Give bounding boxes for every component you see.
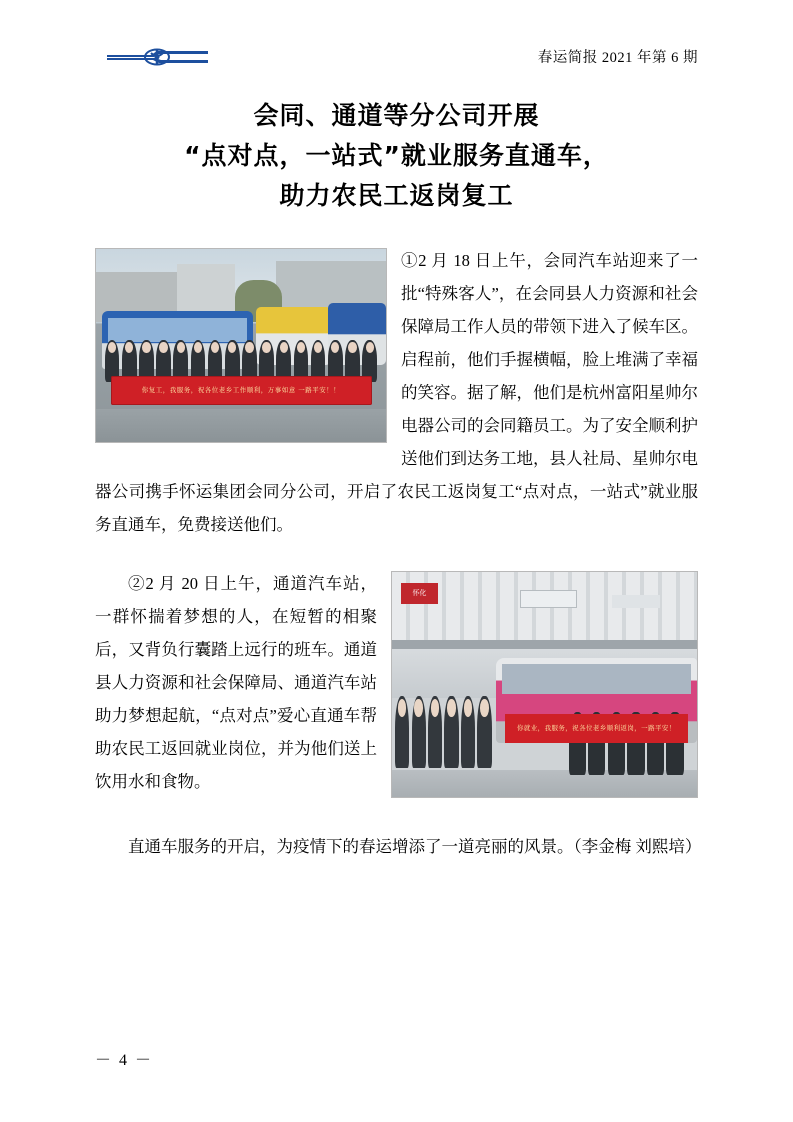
- page-title-line-2: “点对点，一站式”就业服务直通车，: [184, 141, 609, 170]
- paragraph-1: ①2 月 18 日上午，会同汽车站迎来了一批“特殊客人”，在会同县人力资源和社会保障局工作人员的带领下进入了候车区。启程前，他们手握横幅，脸上堆满了幸福的笑容。据了解，他们是杭州富阳星帅尔电器公司的会同籍员工。为了安全顺利护送他们到达务工地，县人社局、星帅尔电器公司携手怀运集团会同分公司，开启了农民工返岗复工“点对点，一站式”就业服务直通车，免费接送他们。: [95, 251, 698, 534]
- photo2-station-sign: 怀化: [401, 583, 438, 603]
- issue-label: 春运简报 2021 年第 6 期: [537, 50, 698, 66]
- page-header: [105, 40, 698, 80]
- page-footer: [95, 1047, 698, 1070]
- railway-emblem-logo: [105, 40, 210, 74]
- paragraph-3: 直通车服务的开启，为疫情下的春运增添了一道亮丽的风景。（李金梅 刘熙培）: [128, 837, 702, 856]
- paragraph-2: ②2 月 20 日上午，通道汽车站，一群怀揣着梦想的人，在短暂的相聚后，又背负行囊踏上远行的班车。通道县人力资源和社会保障局、通道汽车站助力梦想起航，“点对点”爱心直通车帮助农民工返回就业岗位，并为他们送上饮用水和食物。: [95, 574, 377, 791]
- photo-huitong-bus-station: [95, 248, 387, 443]
- page-number: － 4 －: [95, 1052, 154, 1069]
- photo-tongdao-bus-station: [391, 571, 698, 798]
- photo2-banner-text: 你就业，我服务，祝各位老乡顺利返岗，一路平安！: [505, 714, 688, 743]
- photo1-banner-text: 你复工，我服务，祝各位老乡工作顺利，万事如意 一路平安！！: [111, 376, 372, 405]
- page-title-line-3: 助力农民工返岗复工: [279, 181, 514, 210]
- page-title: [95, 96, 698, 216]
- article-body: [95, 244, 702, 863]
- page-title-line-1: 会同、通道等分公司开展: [253, 101, 540, 130]
